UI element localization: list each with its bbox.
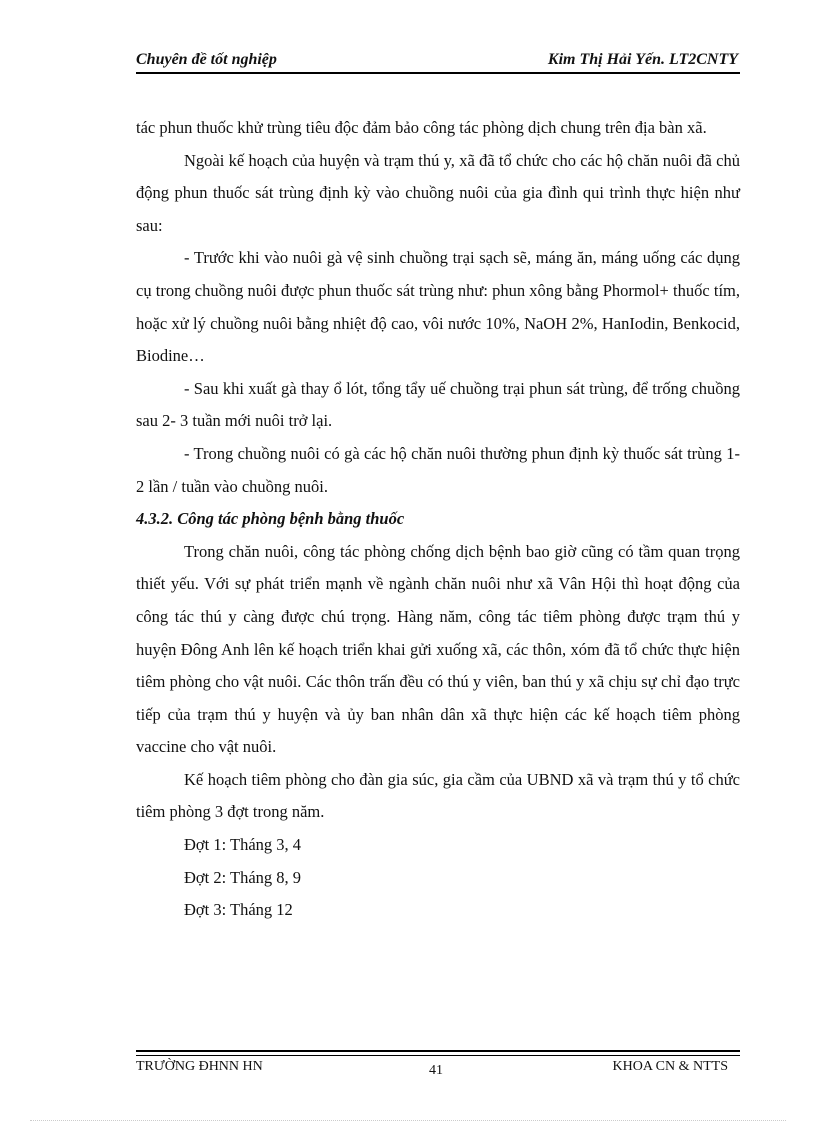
paragraph: tác phun thuốc khử trùng tiêu độc đảm bảo công tác phòng dịch chung trên địa bàn xã. (136, 118, 707, 137)
footer-faculty: KHOA CN & NTTS (612, 1059, 728, 1074)
paragraph: - Sau khi xuất gà thay ổ lót, tổng tẩy uế chuồng trại phun sát trùng, để trống chuồng sau 2- 3 tuần mới nuôi trở lại. (136, 378, 740, 431)
paragraph: - Trong chuồng nuôi có gà các hộ chăn nuôi thường phun định kỳ thuốc sát trùng 1-2 lần / tuần vào chuồng nuôi. (136, 443, 740, 496)
paragraph: Kế hoạch tiêm phòng cho đàn gia súc, gia cầm của UBND xã và trạm thú y tổ chức tiêm phòng 3 đợt trong năm. (136, 769, 740, 822)
page-footer (136, 1050, 740, 1078)
footer-school: TRƯỜNG ĐHNN HN (136, 1059, 263, 1074)
page-header (136, 48, 740, 74)
paragraph: - Trước khi vào nuôi gà vệ sinh chuồng trại sạch sẽ, máng ăn, máng uống các dụng cụ trong chuồng nuôi được phun thuốc sát trùng như: phun xông bằng Phormol+ thuốc tím, hoặc xử lý chuồng nuôi bằng nhiệt độ cao, vôi nước 10%, NaOH 2%, HanIodin, Benkocid, Biodine… (136, 248, 740, 366)
list-item: Đợt 1: Tháng 3, 4 (184, 835, 302, 855)
page-body (136, 112, 740, 927)
page-number: 41 (429, 1063, 443, 1078)
paragraph: Trong chăn nuôi, công tác phòng chống dịch bệnh bao giờ cũng có tầm quan trọng thiết yếu. Với sự phát triển mạnh về ngành chăn nuôi như xã Vân Hội thì hoạt động của công tác thú y càng được chú trọng. Hàng năm, công tác tiêm phòng được trạm thú y huyện Đông Anh lên kế hoạch triển khai gửi xuống xã, các thôn, xóm đã tổ chức thực hiện tiêm phòng cho vật nuôi. Các thôn trấn đều có thú y viên, ban thú y xã chịu sự chỉ đạo trực tiếp của trạm thú y huyện và ủy ban nhân dân xã thực hiện các kế hoạch tiêm phòng vaccine cho vật nuôi. (136, 541, 740, 757)
header-title: Chuyên đề tốt nghiệp (136, 51, 277, 68)
header-author: Kim Thị Hải Yến. LT2CNTY (547, 51, 738, 68)
page-edge-divider (30, 1120, 786, 1121)
list-item: Đợt 3: Tháng 12 (184, 900, 293, 920)
section-heading: 4.3.2. Công tác phòng bệnh bằng thuốc (136, 509, 405, 529)
list-item: Đợt 2: Tháng 8, 9 (184, 867, 302, 887)
footer-rule (136, 1050, 740, 1056)
paragraph: Ngoài kế hoạch của huyện và trạm thú y, xã đã tổ chức cho các hộ chăn nuôi đã chủ động phun thuốc sát trùng định kỳ vào chuồng nuôi của gia đình qui trình thực hiện như sau: (136, 150, 740, 235)
